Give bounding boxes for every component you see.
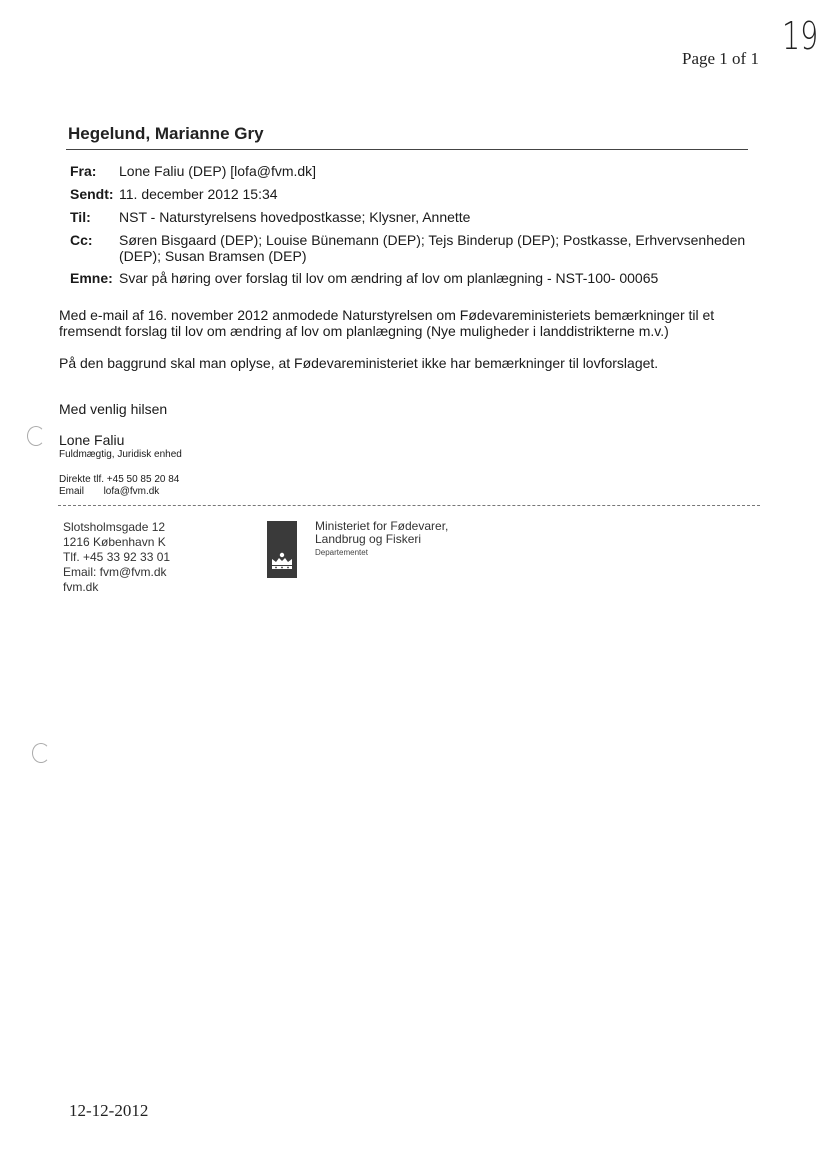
page-number: Page 1 of 1: [682, 49, 759, 68]
mailbox-owner: Hegelund, Marianne Gry: [68, 124, 264, 143]
address-line: Slotsholmsgade 12: [63, 520, 166, 534]
ministry-name-line-2: Landbrug og Fiskeri: [315, 532, 422, 546]
footer-address: [63, 520, 170, 595]
cc-row: [70, 232, 760, 264]
subject-label: Emne:: [70, 270, 113, 286]
address-line[interactable]: fvm.dk: [63, 580, 99, 594]
signature-email-link[interactable]: lofa@fvm.dk: [103, 486, 160, 497]
punch-hole-mark: [32, 743, 50, 763]
to-value: NST - Naturstyrelsens hovedpostkasse; Klysner, Annette: [119, 209, 471, 225]
subject-value: Svar på høring over forslag til lov om ændring af lov om planlægning - NST-100- 00065: [119, 270, 659, 286]
signature-title: Fuldmægtig, Juridisk enhed: [59, 449, 182, 460]
from-value: Lone Faliu (DEP) [lofa@fvm.dk]: [119, 163, 317, 179]
cc-label: Cc:: [70, 232, 93, 248]
body-paragraph-1: Med e-mail af 16. november 2012 anmodede Naturstyrelsen om Fødevareministeriets bemærkninger til et fremsendt forslag til lov om ændring af lov om planlægning (Nye muligheder i landdistrikterne m.v.): [59, 307, 715, 339]
footer-divider: [58, 505, 760, 506]
from-label: Fra:: [70, 163, 97, 179]
address-line[interactable]: Email: fvm@fvm.dk: [63, 565, 167, 579]
ministry-name: [315, 520, 448, 546]
subject-row: [70, 270, 760, 286]
sent-label: Sendt:: [70, 186, 114, 202]
ministry-department: Departementet: [315, 548, 368, 557]
header-divider: [66, 149, 748, 150]
signature-name: Lone Faliu: [59, 432, 125, 448]
address-line: Tlf. +45 33 92 33 01: [63, 550, 171, 564]
ministry-name-line-1: Ministeriet for Fødevarer,: [315, 519, 449, 533]
cc-value: Søren Bisgaard (DEP); Louise Bünemann (DEP); Tejs Binderup (DEP); Postkasse, Erhvervsenheden (DEP); Susan Bramsen (DEP): [119, 232, 746, 264]
from-row: [70, 163, 760, 179]
crown-icon: [267, 521, 297, 578]
punch-hole-mark: [27, 426, 45, 446]
signature-phone: Direkte tlf. +45 50 85 20 84: [59, 474, 180, 485]
signature-email-row: [59, 486, 159, 497]
address-line: 1216 København K: [63, 535, 166, 549]
signature-email-label: Email: [59, 486, 85, 497]
sent-value: 11. december 2012 15:34: [119, 186, 278, 202]
ministry-logo: [267, 521, 297, 578]
to-label: Til:: [70, 209, 91, 225]
handwritten-page-number: 19: [782, 14, 819, 58]
greeting: Med venlig hilsen: [59, 401, 168, 417]
sent-row: [70, 186, 760, 202]
body-paragraph-2: På den baggrund skal man oplyse, at Fødevareministeriet ikke har bemærkninger til lovforslaget.: [59, 355, 659, 371]
to-row: [70, 209, 760, 225]
print-date: 12-12-2012: [69, 1101, 149, 1120]
